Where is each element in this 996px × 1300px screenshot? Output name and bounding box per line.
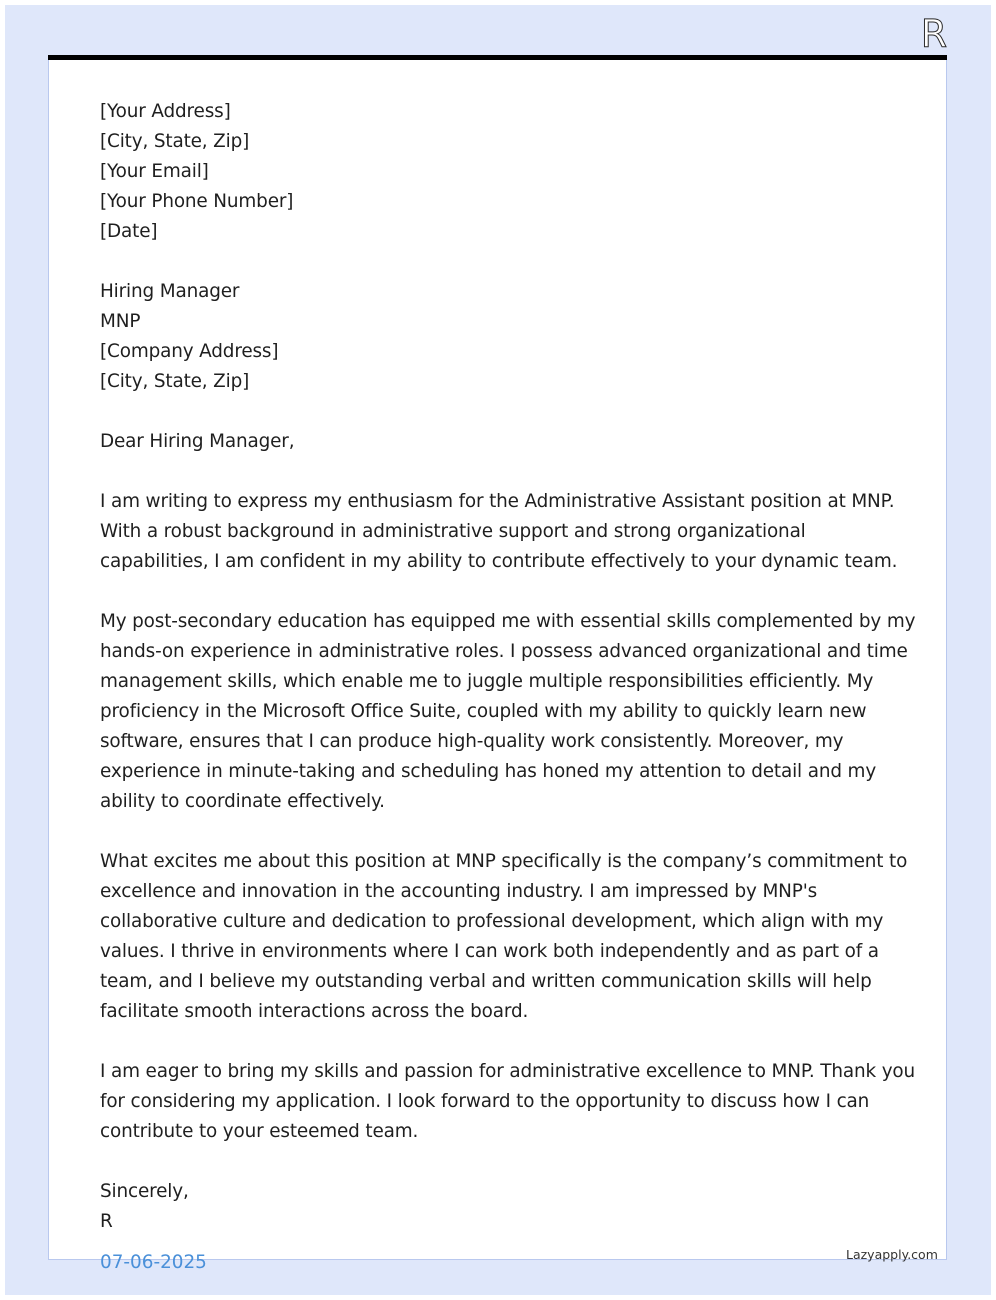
recipient-address: [Company Address] [100, 341, 279, 362]
paragraph-1 [100, 487, 900, 577]
signature: R [100, 1211, 113, 1232]
paragraph-line: capabilities, I am confident in my ability to contribute effectively to your dynamic team. [100, 551, 898, 572]
paragraph-line: I am eager to bring my skills and passion for administrative excellence to MNP. Thank you [100, 1061, 916, 1082]
sender-date: [Date] [100, 221, 158, 242]
paragraph-line: proficiency in the Microsoft Office Suite, coupled with my ability to quickly learn new [100, 701, 867, 722]
paragraph-line: software, ensures that I can produce high-quality work consistently. Moreover, my [100, 731, 844, 752]
footer-brand: Lazyapply.com [846, 1247, 938, 1262]
sender-phone: [Your Phone Number] [100, 191, 294, 212]
paragraph-line: experience in minute-taking and scheduling has honed my attention to detail and my [100, 761, 877, 782]
paragraph-line: collaborative culture and dedication to professional development, which align with my [100, 911, 884, 932]
paragraph-line: management skills, which enable me to juggle multiple responsibilities efficiently. My [100, 671, 874, 692]
footer-date: 07-06-2025 [100, 1252, 207, 1273]
paragraph-line: values. I thrive in environments where I can work both independently and as part of a [100, 941, 879, 962]
monogram-logo: R [920, 12, 948, 56]
recipient-city-state-zip: [City, State, Zip] [100, 371, 250, 392]
sender-email: [Your Email] [100, 161, 209, 182]
sender-address: [Your Address] [100, 101, 231, 122]
header-rule [48, 55, 947, 60]
recipient-title: Hiring Manager [100, 281, 240, 302]
sender-block [100, 97, 900, 247]
paragraph-line: With a robust background in administrative support and strong organizational [100, 521, 806, 542]
closing: Sincerely, [100, 1181, 189, 1202]
paragraph-line: for considering my application. I look forward to the opportunity to discuss how I can [100, 1091, 870, 1112]
paragraph-line: contribute to your esteemed team. [100, 1121, 419, 1142]
paragraph-line: hands-on experience in administrative roles. I possess advanced organizational and time [100, 641, 908, 662]
recipient-company: MNP [100, 311, 141, 332]
paragraph-4 [100, 1057, 916, 1147]
salutation: Dear Hiring Manager, [100, 431, 295, 452]
sender-city-state-zip: [City, State, Zip] [100, 131, 250, 152]
paragraph-line: team, and I believe my outstanding verbal and written communication skills will help [100, 971, 872, 992]
paragraph-line: What excites me about this position at MNP specifically is the company’s commitment to [100, 851, 908, 872]
letter-body [100, 97, 916, 1237]
paragraph-line: facilitate smooth interactions across the board. [100, 1001, 529, 1022]
paragraph-line: My post-secondary education has equipped me with essential skills complemented by my [100, 611, 916, 632]
paragraph-line: excellence and innovation in the accounting industry. I am impressed by MNP's [100, 881, 818, 902]
paragraph-3 [100, 847, 908, 1027]
recipient-block [100, 277, 900, 397]
paragraph-line: I am writing to express my enthusiasm for the Administrative Assistant position at MNP. [100, 491, 895, 512]
paragraph-line: ability to coordinate effectively. [100, 791, 385, 812]
paragraph-2 [100, 607, 916, 817]
